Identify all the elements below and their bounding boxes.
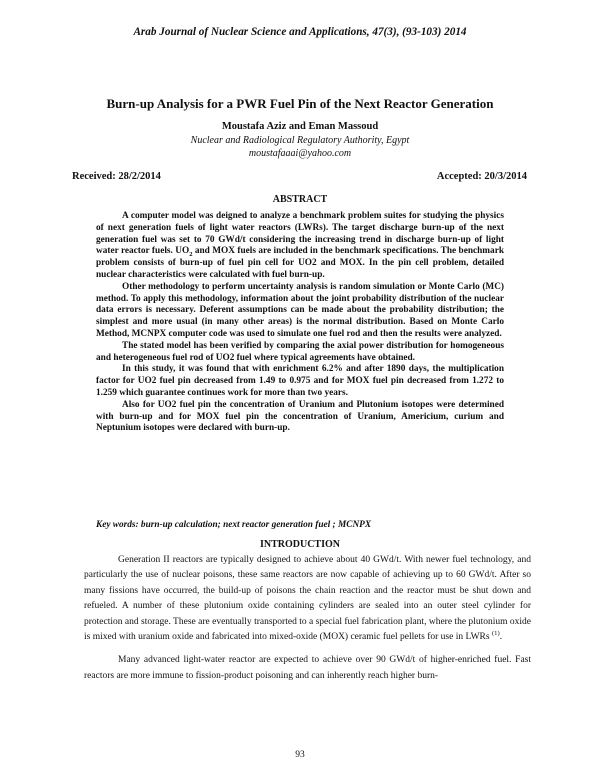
abstract-body xyxy=(96,211,504,435)
authors: Moustafa Aziz and Eman Massoud xyxy=(221,121,379,132)
received-date: Received: 28/2/2014 xyxy=(72,171,161,182)
abstract-paragraph: In this study, it was found that with enrichment 6.2% and after 1890 days, the multiplication factor for UO2 fuel pin decreased from 1.49 to 0.975 and for MOX fuel pin decreased from 1.272 to 1.259 which guarantee continues work for more than two years. xyxy=(96,364,504,398)
affiliation: Nuclear and Radiological Regulatory Authority, Egypt xyxy=(190,135,410,146)
journal-header: Arab Journal of Nuclear Science and Applications, 47(3), (93-103) 2014 xyxy=(133,26,467,38)
body-paragraph: Generation II reactors are typically designed to achieve about 40 GWd/t. With newer fuel technology, and particularly the use of nuclear poisons, these same reactors are now capable of achieving up to 60 GWd/t. After so many fissions have occurred, the build-up of poisons the chain reaction and the reactor must be shut down and refueled. A number of these plutonium oxide containing cylinders are sealed into an outer steel cylinder for protection and storage. These are eventually transported to a special fuel fabrication plant, where the plutonium oxide is mixed with uranium oxide and fabricated into mixed-oxide (MOX) ceramic fuel pellets for use in LWRs $^{(1)}$. xyxy=(84,555,531,643)
abstract-paragraph: Also for UO2 fuel pin the concentration of Uranium and Plutonium isotopes were determined with burn-up and for MOX fuel pin the concentration of Uranium, Americium, curium and Neptunium isotopes were declared with burn-up. xyxy=(96,399,504,434)
keywords: Key words: burn-up calculation; next reactor generation fuel ; MCNPX xyxy=(96,520,372,530)
accepted-date: Accepted: 20/3/2014 xyxy=(436,171,527,182)
abstract-paragraph: A computer model was deigned to analyze a benchmark problem suites for studying the physics of next generation fuels of light water reactors (LWRs). The target discharge burn-up of the next generation fuel was set to 70 GWd/t considering the increasing trend in discharge burn-up of light water reactor fuels. $UO_2$ and MOX fuels are included in the benchmark specifications. The benchmark problem consists of burn-up of fuel pin cell for UO2 and MOX. In the pin cell problem, detailed nuclear characteristics were calculated with fuel burn-up. xyxy=(96,211,504,280)
abstract-paragraph: Other methodology to perform uncertainty analysis is random simulation or Monte Carlo (MC) method. To apply this methodology, information about the joint probability distribution of the nuclear data errors is necessary. Deferent assumptions can be made about the probability distribution; the simplest and more usual (in many other areas) is the normal distribution. Based on Monte Carlo Method, MCNPX computer code was used to simulate one fuel rod and then the results were analyzed. xyxy=(96,281,504,339)
email[interactable]: moustafaaai@yahoo.com xyxy=(248,148,352,159)
introduction-heading: INTRODUCTION xyxy=(259,539,340,550)
abstract-paragraph: The stated model has been verified by comparing the axial power distribution for homogeneous and heterogeneous fuel rod of UO2 fuel where typical agreements have obtained. xyxy=(96,340,504,363)
page-number: 93 xyxy=(295,750,305,760)
body-paragraph: Many advanced light-water reactor are expected to achieve over 90 GWd/t of higher-enriched fuel. Fast reactors are more immune to fission-product poisoning and can inherently reach higher burn- xyxy=(84,655,531,681)
abstract-heading: ABSTRACT xyxy=(272,194,328,205)
introduction-body xyxy=(84,553,531,684)
paper-title: Burn-up Analysis for a PWR Fuel Pin of the Next Reactor Generation xyxy=(106,96,494,111)
